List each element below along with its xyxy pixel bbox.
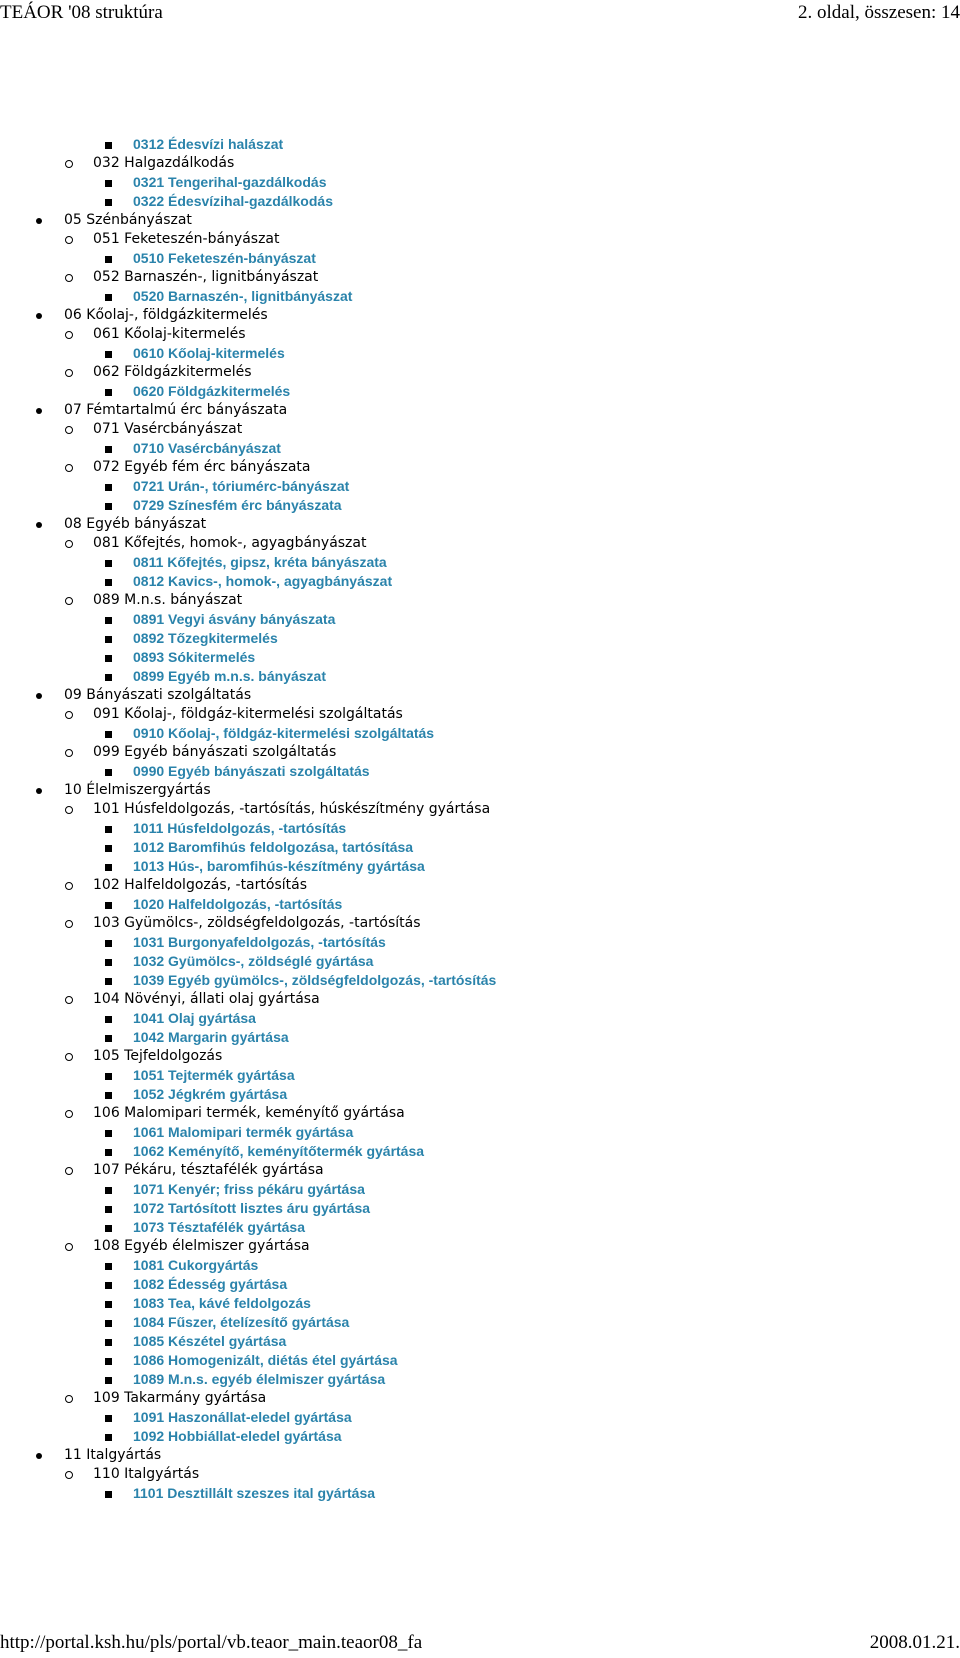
- square-bullet-icon: [105, 1149, 112, 1156]
- tree-item-division: [0, 1389, 960, 1408]
- hollow-bullet-icon: [65, 597, 73, 605]
- tree-item-class[interactable]: [0, 439, 960, 458]
- tree-item-class[interactable]: [0, 1408, 960, 1427]
- tree-item-class[interactable]: [0, 838, 960, 857]
- tree-item-label: 05 Szénbányászat: [64, 212, 192, 228]
- tree-item-label: 089 M.n.s. bányászat: [93, 592, 243, 608]
- class-link[interactable]: 0990 Egyéb bányászati szolgáltatás: [133, 763, 370, 779]
- filled-bullet-icon: [36, 218, 42, 224]
- square-bullet-icon: [105, 1320, 112, 1327]
- class-link[interactable]: 0610 Kőolaj-kitermelés: [133, 345, 285, 361]
- footer-date: 2008.01.21.: [869, 1632, 960, 1653]
- tree-item-class[interactable]: [0, 724, 960, 743]
- tree-item-class[interactable]: [0, 477, 960, 496]
- tree-item-class[interactable]: [0, 553, 960, 572]
- square-bullet-icon: [105, 674, 112, 681]
- hollow-bullet-icon: [65, 1110, 73, 1118]
- tree-item-class[interactable]: [0, 287, 960, 306]
- tree-item-section: [0, 401, 960, 420]
- square-bullet-icon: [105, 826, 112, 833]
- square-bullet-icon: [105, 389, 112, 396]
- page-counter: 2. oldal, összesen: 14: [797, 2, 960, 23]
- tree-item-class[interactable]: [0, 819, 960, 838]
- tree-item-class[interactable]: [0, 382, 960, 401]
- tree-item-class[interactable]: [0, 895, 960, 914]
- tree-item-division: [0, 1104, 960, 1123]
- tree-item-class[interactable]: [0, 952, 960, 971]
- hollow-bullet-icon: [65, 540, 73, 548]
- square-bullet-icon: [105, 199, 112, 206]
- document-title: TEÁOR '08 struktúra: [0, 2, 163, 23]
- class-link[interactable]: 0910 Kőolaj-, földgáz-kitermelési szolgáltatás: [133, 725, 435, 741]
- page-header: [0, 0, 960, 28]
- hollow-bullet-icon: [65, 920, 73, 928]
- square-bullet-icon: [105, 579, 112, 586]
- class-link[interactable]: 0899 Egyéb m.n.s. bányászat: [133, 668, 326, 684]
- tree-item-class[interactable]: [0, 1180, 960, 1199]
- tree-item-label: 09 Bányászati szolgáltatás: [64, 687, 252, 703]
- tree-item-section: [0, 211, 960, 230]
- tree-item-label: 051 Feketeszén-bányászat: [93, 231, 280, 247]
- class-link[interactable]: 1011 Húsfeldolgozás, -tartósítás: [133, 820, 347, 836]
- tree-item-class[interactable]: [0, 1370, 960, 1389]
- square-bullet-icon: [105, 636, 112, 643]
- class-link[interactable]: 0891 Vegyi ásvány bányászata: [133, 611, 336, 627]
- hollow-bullet-icon: [65, 1395, 73, 1403]
- hollow-bullet-icon: [65, 711, 73, 719]
- tree-item-division: [0, 1161, 960, 1180]
- square-bullet-icon: [105, 978, 112, 985]
- hollow-bullet-icon: [65, 236, 73, 244]
- tree-item-division: [0, 1047, 960, 1066]
- class-link[interactable]: 0510 Feketeszén-bányászat: [133, 250, 316, 266]
- hollow-bullet-icon: [65, 1243, 73, 1251]
- tree-item-class[interactable]: [0, 1085, 960, 1104]
- class-link[interactable]: 1081 Cukorgyártás: [133, 1257, 259, 1273]
- square-bullet-icon: [105, 864, 112, 871]
- class-link[interactable]: 1039 Egyéb gyümölcs-, zöldségfeldolgozás, -tartósítás: [133, 972, 497, 988]
- tree-item-section: [0, 1446, 960, 1465]
- tree-item-class[interactable]: [0, 135, 960, 154]
- tree-item-label: 061 Kőolaj-kitermelés: [93, 326, 246, 342]
- square-bullet-icon: [105, 446, 112, 453]
- square-bullet-icon: [105, 959, 112, 966]
- class-link[interactable]: 1032 Gyümölcs-, zöldséglé gyártása: [133, 953, 374, 969]
- tree-item-class[interactable]: [0, 249, 960, 268]
- class-link[interactable]: 1042 Margarin gyártása: [133, 1029, 289, 1045]
- square-bullet-icon: [105, 902, 112, 909]
- tree-item-division: [0, 325, 960, 344]
- class-link[interactable]: 0322 Édesvízihal-gazdálkodás: [133, 193, 333, 209]
- tree-item-class[interactable]: [0, 648, 960, 667]
- hollow-bullet-icon: [65, 1167, 73, 1175]
- tree-item-section: [0, 781, 960, 800]
- tree-item-label: 108 Egyéb élelmiszer gyártása: [93, 1238, 310, 1254]
- square-bullet-icon: [105, 1377, 112, 1384]
- hollow-bullet-icon: [65, 369, 73, 377]
- hollow-bullet-icon: [65, 749, 73, 757]
- square-bullet-icon: [105, 1130, 112, 1137]
- class-link[interactable]: 1084 Fűszer, ételízesítő gyártása: [133, 1314, 350, 1330]
- tree-item-label: 109 Takarmány gyártása: [93, 1390, 267, 1406]
- tree-item-class[interactable]: [0, 971, 960, 990]
- tree-item-division: [0, 534, 960, 553]
- filled-bullet-icon: [36, 693, 42, 699]
- square-bullet-icon: [105, 1339, 112, 1346]
- square-bullet-icon: [105, 1073, 112, 1080]
- tree-item-label: 062 Földgázkitermelés: [93, 364, 252, 380]
- tree-item-division: [0, 154, 960, 173]
- tree-item-class[interactable]: [0, 1332, 960, 1351]
- tree-item-label: 102 Halfeldolgozás, -tartósítás: [93, 877, 307, 893]
- class-link[interactable]: 1072 Tartósított lisztes áru gyártása: [133, 1200, 371, 1216]
- tree-item-label: 104 Növényi, állati olaj gyártása: [93, 991, 320, 1007]
- square-bullet-icon: [105, 1225, 112, 1232]
- tree-item-division: [0, 876, 960, 895]
- tree-item-class[interactable]: [0, 667, 960, 686]
- square-bullet-icon: [105, 142, 112, 149]
- tree-item-class[interactable]: [0, 629, 960, 648]
- square-bullet-icon: [105, 940, 112, 947]
- tree-item-class[interactable]: [0, 1199, 960, 1218]
- tree-item-division: [0, 1237, 960, 1256]
- tree-item-section: [0, 306, 960, 325]
- square-bullet-icon: [105, 1434, 112, 1441]
- tree-item-division: [0, 458, 960, 477]
- square-bullet-icon: [105, 1206, 112, 1213]
- filled-bullet-icon: [36, 1453, 42, 1459]
- tree-item-class[interactable]: [0, 1256, 960, 1275]
- tree-item-division: [0, 230, 960, 249]
- tree-item-label: 099 Egyéb bányászati szolgáltatás: [93, 744, 337, 760]
- tree-item-class[interactable]: [0, 572, 960, 591]
- tree-item-section: [0, 515, 960, 534]
- class-link[interactable]: 1073 Tésztafélék gyártása: [133, 1219, 305, 1235]
- square-bullet-icon: [105, 1187, 112, 1194]
- tree-item-class[interactable]: [0, 1294, 960, 1313]
- page-footer: [0, 1630, 960, 1658]
- hollow-bullet-icon: [65, 1053, 73, 1061]
- square-bullet-icon: [105, 655, 112, 662]
- tree-item-division: [0, 914, 960, 933]
- square-bullet-icon: [105, 351, 112, 358]
- hollow-bullet-icon: [65, 464, 73, 472]
- class-link[interactable]: 1051 Tejtermék gyártása: [133, 1067, 295, 1083]
- tree-item-label: 081 Kőfejtés, homok-, agyagbányászat: [93, 535, 367, 551]
- tree-item-label: 091 Kőolaj-, földgáz-kitermelési szolgáltatás: [93, 706, 403, 722]
- tree-item-class[interactable]: [0, 1313, 960, 1332]
- tree-item-section: [0, 686, 960, 705]
- tree-item-label: 110 Italgyártás: [93, 1466, 200, 1482]
- square-bullet-icon: [105, 731, 112, 738]
- tree-item-label: 07 Fémtartalmú érc bányászata: [64, 402, 288, 418]
- teaor-tree: [0, 135, 960, 1503]
- tree-item-class[interactable]: [0, 933, 960, 952]
- class-link[interactable]: 1041 Olaj gyártása: [133, 1010, 256, 1026]
- square-bullet-icon: [105, 1415, 112, 1422]
- class-link[interactable]: 0893 Sókitermelés: [133, 649, 256, 665]
- class-link[interactable]: 1092 Hobbiállat-eledel gyártása: [133, 1428, 342, 1444]
- tree-item-division: [0, 1465, 960, 1484]
- tree-item-class[interactable]: [0, 1009, 960, 1028]
- class-link[interactable]: 1082 Édesség gyártása: [133, 1276, 288, 1292]
- footer-url: http://portal.ksh.hu/pls/portal/vb.teaor_main.teaor08_fa: [0, 1632, 423, 1653]
- square-bullet-icon: [105, 1092, 112, 1099]
- class-link[interactable]: 1091 Haszonállat-eledel gyártása: [133, 1409, 352, 1425]
- class-link[interactable]: 0620 Földgázkitermelés: [133, 383, 291, 399]
- class-link[interactable]: 1071 Kenyér; friss pékáru gyártása: [133, 1181, 365, 1197]
- class-link[interactable]: 1089 M.n.s. egyéb élelmiszer gyártása: [133, 1371, 386, 1387]
- tree-item-label: 101 Húsfeldolgozás, -tartósítás, húskészítmény gyártása: [93, 801, 491, 817]
- class-link[interactable]: 1061 Malomipari termék gyártása: [133, 1124, 354, 1140]
- square-bullet-icon: [105, 617, 112, 624]
- square-bullet-icon: [105, 1263, 112, 1270]
- hollow-bullet-icon: [65, 160, 73, 168]
- class-link[interactable]: 0729 Színesfém érc bányászata: [133, 497, 342, 513]
- square-bullet-icon: [105, 484, 112, 491]
- class-link[interactable]: 0892 Tőzegkitermelés: [133, 630, 278, 646]
- class-link[interactable]: 1052 Jégkrém gyártása: [133, 1086, 288, 1102]
- tree-item-label: 10 Élelmiszergyártás: [64, 782, 211, 798]
- class-link[interactable]: 0710 Vasércbányászat: [133, 440, 281, 456]
- square-bullet-icon: [105, 560, 112, 567]
- tree-item-label: 072 Egyéb fém érc bányászata: [93, 459, 311, 475]
- tree-item-class[interactable]: [0, 1123, 960, 1142]
- tree-item-class[interactable]: [0, 192, 960, 211]
- tree-item-class[interactable]: [0, 1484, 960, 1503]
- tree-item-class[interactable]: [0, 1427, 960, 1446]
- hollow-bullet-icon: [65, 331, 73, 339]
- tree-item-division: [0, 591, 960, 610]
- square-bullet-icon: [105, 1016, 112, 1023]
- hollow-bullet-icon: [65, 996, 73, 1004]
- tree-item-class[interactable]: [0, 857, 960, 876]
- tree-item-class[interactable]: [0, 762, 960, 781]
- tree-item-division: [0, 363, 960, 382]
- hollow-bullet-icon: [65, 274, 73, 282]
- tree-item-division: [0, 268, 960, 287]
- square-bullet-icon: [105, 1301, 112, 1308]
- tree-item-label: 107 Pékáru, tésztafélék gyártása: [93, 1162, 324, 1178]
- class-link[interactable]: 1031 Burgonyafeldolgozás, -tartósítás: [133, 934, 386, 950]
- tree-item-division: [0, 990, 960, 1009]
- class-link[interactable]: 0812 Kavics-, homok-, agyagbányászat: [133, 573, 393, 589]
- tree-item-class[interactable]: [0, 1275, 960, 1294]
- tree-item-label: 105 Tejfeldolgozás: [93, 1048, 223, 1064]
- hollow-bullet-icon: [65, 882, 73, 890]
- tree-item-label: 103 Gyümölcs-, zöldségfeldolgozás, -tartósítás: [93, 915, 421, 931]
- tree-item-division: [0, 800, 960, 819]
- tree-item-class[interactable]: [0, 1142, 960, 1161]
- square-bullet-icon: [105, 1358, 112, 1365]
- tree-item-class[interactable]: [0, 1066, 960, 1085]
- square-bullet-icon: [105, 769, 112, 776]
- hollow-bullet-icon: [65, 1471, 73, 1479]
- tree-item-class[interactable]: [0, 610, 960, 629]
- class-link[interactable]: 1020 Halfeldolgozás, -tartósítás: [133, 896, 343, 912]
- tree-item-division: [0, 420, 960, 439]
- tree-item-label: 071 Vasércbányászat: [93, 421, 243, 437]
- square-bullet-icon: [105, 1035, 112, 1042]
- hollow-bullet-icon: [65, 426, 73, 434]
- class-link[interactable]: 1085 Készétel gyártása: [133, 1333, 287, 1349]
- class-link[interactable]: 1086 Homogenizált, diétás étel gyártása: [133, 1352, 398, 1368]
- tree-item-label: 11 Italgyártás: [64, 1447, 162, 1463]
- class-link[interactable]: 0321 Tengerihal-gazdálkodás: [133, 174, 327, 190]
- class-link[interactable]: 1013 Hús-, baromfihús-készítmény gyártása: [133, 858, 425, 874]
- class-link[interactable]: 1012 Baromfihús feldolgozása, tartósítása: [133, 839, 414, 855]
- tree-item-label: 052 Barnaszén-, lignitbányászat: [93, 269, 319, 285]
- tree-item-label: 106 Malomipari termék, keményítő gyártása: [93, 1105, 405, 1121]
- tree-item-class[interactable]: [0, 1028, 960, 1047]
- filled-bullet-icon: [36, 313, 42, 319]
- tree-item-label: 032 Halgazdálkodás: [93, 155, 235, 171]
- square-bullet-icon: [105, 845, 112, 852]
- hollow-bullet-icon: [65, 806, 73, 814]
- square-bullet-icon: [105, 503, 112, 510]
- tree-item-label: 06 Kőolaj-, földgázkitermelés: [64, 307, 268, 323]
- square-bullet-icon: [105, 256, 112, 263]
- class-link[interactable]: 0312 Édesvízi halászat: [133, 136, 284, 152]
- square-bullet-icon: [105, 1491, 112, 1498]
- tree-item-class[interactable]: [0, 173, 960, 192]
- tree-item-class[interactable]: [0, 1218, 960, 1237]
- tree-item-division: [0, 743, 960, 762]
- square-bullet-icon: [105, 294, 112, 301]
- class-link[interactable]: 0520 Barnaszén-, lignitbányászat: [133, 288, 353, 304]
- class-link[interactable]: 0721 Urán-, tóriumérc-bányászat: [133, 478, 350, 494]
- tree-item-label: 08 Egyéb bányászat: [64, 516, 207, 532]
- filled-bullet-icon: [36, 522, 42, 528]
- tree-item-division: [0, 705, 960, 724]
- tree-item-class[interactable]: [0, 344, 960, 363]
- class-link[interactable]: 0811 Kőfejtés, gipsz, kréta bányászata: [133, 554, 387, 570]
- square-bullet-icon: [105, 1282, 112, 1289]
- filled-bullet-icon: [36, 788, 42, 794]
- square-bullet-icon: [105, 180, 112, 187]
- class-link[interactable]: 1101 Desztillált szeszes ital gyártása: [133, 1485, 376, 1501]
- tree-item-class[interactable]: [0, 496, 960, 515]
- filled-bullet-icon: [36, 408, 42, 414]
- class-link[interactable]: 1083 Tea, kávé feldolgozás: [133, 1295, 311, 1311]
- class-link[interactable]: 1062 Keményítő, keményítőtermék gyártása: [133, 1143, 425, 1159]
- tree-item-class[interactable]: [0, 1351, 960, 1370]
